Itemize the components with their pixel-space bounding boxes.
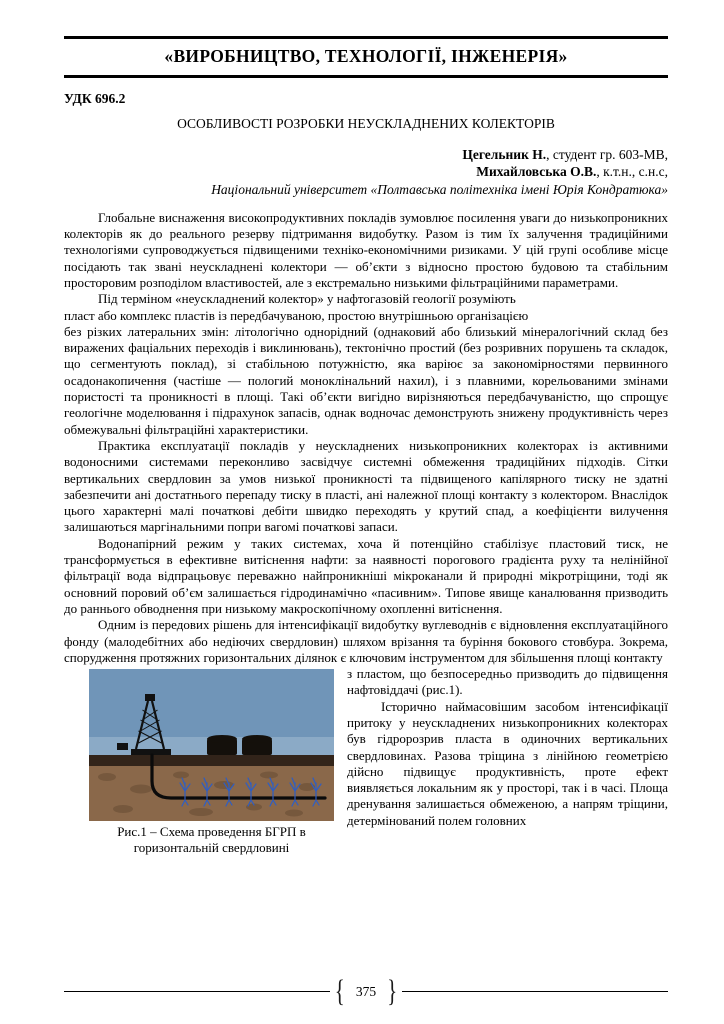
figure-caption-line: Рис.1 – Схема проведення БГРП в bbox=[117, 824, 306, 840]
paragraph: Історично наймасовішим засобом інтенсифікації притоку у неускладнених низькопроникних колекторах був гідророзрив пласта в одиночних вертикальних свердловинах. Разова тріщина з лінійною геометрією дійсно підвищує продуктивність, проте ефект виявляється локальним як у просторі, так і в часі. Площа дренування залишається обмеженою, а напрям тріщини, детермінований полем головних bbox=[347, 698, 668, 828]
paragraph: Практика експлуатації покладів у неускладнених низькопроникних колекторах із активними водоносними системами переконливо засвідчує системні обмеження традиційних підходів. Сітки вертикальних свердловин за умов низької проникності та підвищеного капілярного тиску не здатні забезпечити ані достатнього перепаду тиску в пласті, ані належної площі контакту з колектором. Внаслідок цього характерні малі початкові дебіти швидко переходять у крутий спад, а коефіцієнти вилучення залишаються маргінальними попри вагомі початкові запаси. bbox=[64, 437, 668, 535]
figure-1 bbox=[89, 669, 334, 857]
paragraph: Глобальне виснаження високопродуктивних покладів зумовлює посилення уваги до низькопроникних колекторів як до реального резерву підтримання видобутку. Разом із тим їх залучення традиційними технологіями супроводжується підвищеними техніко-економічними ризиками. У цій групі особливе місце посідають так звані неускладнені колектори — об’єкти з відносно простою будовою та стабільним просторовим розподілом властивостей, але з екстремально низькими фільтраційними параметрами. bbox=[64, 209, 668, 290]
paragraph: з пластом, що безпосередньо призводить до підвищення нафтовіддачі (рис.1). bbox=[347, 666, 668, 698]
paragraph: Одним із передових рішень для інтенсифікації видобутку вуглеводнів є відновлення експлуатаційного фонду (малодебітних або недіючих свердловин) шляхом врізання та буріння бокового стовбура. Зокрема, спорудження протяжних горизонтальних ділянок є ключовим інструментом для збільшення площі контакту bbox=[64, 617, 668, 665]
paragraph: Водонапірний режим у таких системах, хоча й потенційно стабілізує пластовий тиск, не трансформується в ефективне витіснення нафти: за наявності порогового градієнта руху та нелінійної фільтрації вода відпрацьовує переважно найпроникніші мікроканали й природні мікротріщини, тоді як основний поровий об’єм залишається гідродинамічно «пасивним». Типове явище каналювання призводить до раннього обводнення при низькому макроскопічному охопленні витіснення. bbox=[64, 535, 668, 616]
article-body bbox=[64, 210, 668, 857]
journal-header bbox=[64, 36, 668, 78]
author-details: , к.т.н., с.н.с, bbox=[596, 164, 668, 180]
authors-block bbox=[64, 146, 668, 198]
footer-rule-left bbox=[64, 991, 330, 992]
figure-caption-line: горизонтальній свердловині bbox=[133, 840, 290, 856]
footer-brace-right: } bbox=[387, 973, 398, 1009]
udc-code: УДК 696.2 bbox=[64, 91, 126, 106]
article-title: ОСОБЛИВОСТІ РОЗРОБКИ НЕУСКЛАДНЕНИХ КОЛЕКТОРІВ bbox=[177, 116, 555, 131]
figure-caption bbox=[89, 824, 334, 857]
footer-brace-left: { bbox=[334, 973, 345, 1009]
journal-title: «ВИРОБНИЦТВО, ТЕХНОЛОГІЇ, ІНЖЕНЕРІЯ» bbox=[164, 46, 568, 66]
topsoil-layer bbox=[89, 755, 334, 766]
author-name: Цегельник Н. bbox=[462, 147, 547, 162]
rig-crown bbox=[145, 694, 155, 701]
author-details: , студент гр. 603-МВ, bbox=[546, 147, 668, 162]
paragraph: пласт або комплекс пластів із передбачуваною, простою внутрішньою організацією bbox=[64, 307, 529, 323]
author-name: Михайловська О.В. bbox=[476, 164, 597, 180]
author-line bbox=[64, 146, 668, 163]
rig-equipment bbox=[117, 743, 128, 750]
author-line bbox=[64, 163, 668, 180]
footer-rule-right bbox=[402, 991, 668, 992]
page-footer bbox=[64, 973, 668, 1009]
page-number: 375 bbox=[355, 983, 377, 999]
bgrp-scheme-image bbox=[89, 669, 334, 821]
paragraph: Під терміном «неускладнений колектор» у нафтогазовій геології розуміють bbox=[98, 291, 516, 307]
figure-text-wrap bbox=[64, 666, 668, 857]
paragraph: без різких латеральних змін: літологічно однорідний (однаковий або близький мінералогічний склад без виражених фаціальних переходів і виклинювань), тектонічно простий (без розривних порушень та складок, що сегментують поклад), зі стабільною потужністю, яка варіює за закономірностями первинного осадонакопичення (частіше — пологий моноклінальний нахил), і з плавними, корельованими змінами пористості та проникності в площі. Такі об’єкти вигідно вирізняються передбачуваністю, що спрощує геологічне моделювання і підрахунок запасів, однак водночас демонструють знижену продуктивність через обмежувальні фільтраційні характеристики. bbox=[64, 323, 668, 437]
affiliation: Національний університет «Полтавська політехніка імені Юрія Кондратюка» bbox=[211, 181, 668, 197]
